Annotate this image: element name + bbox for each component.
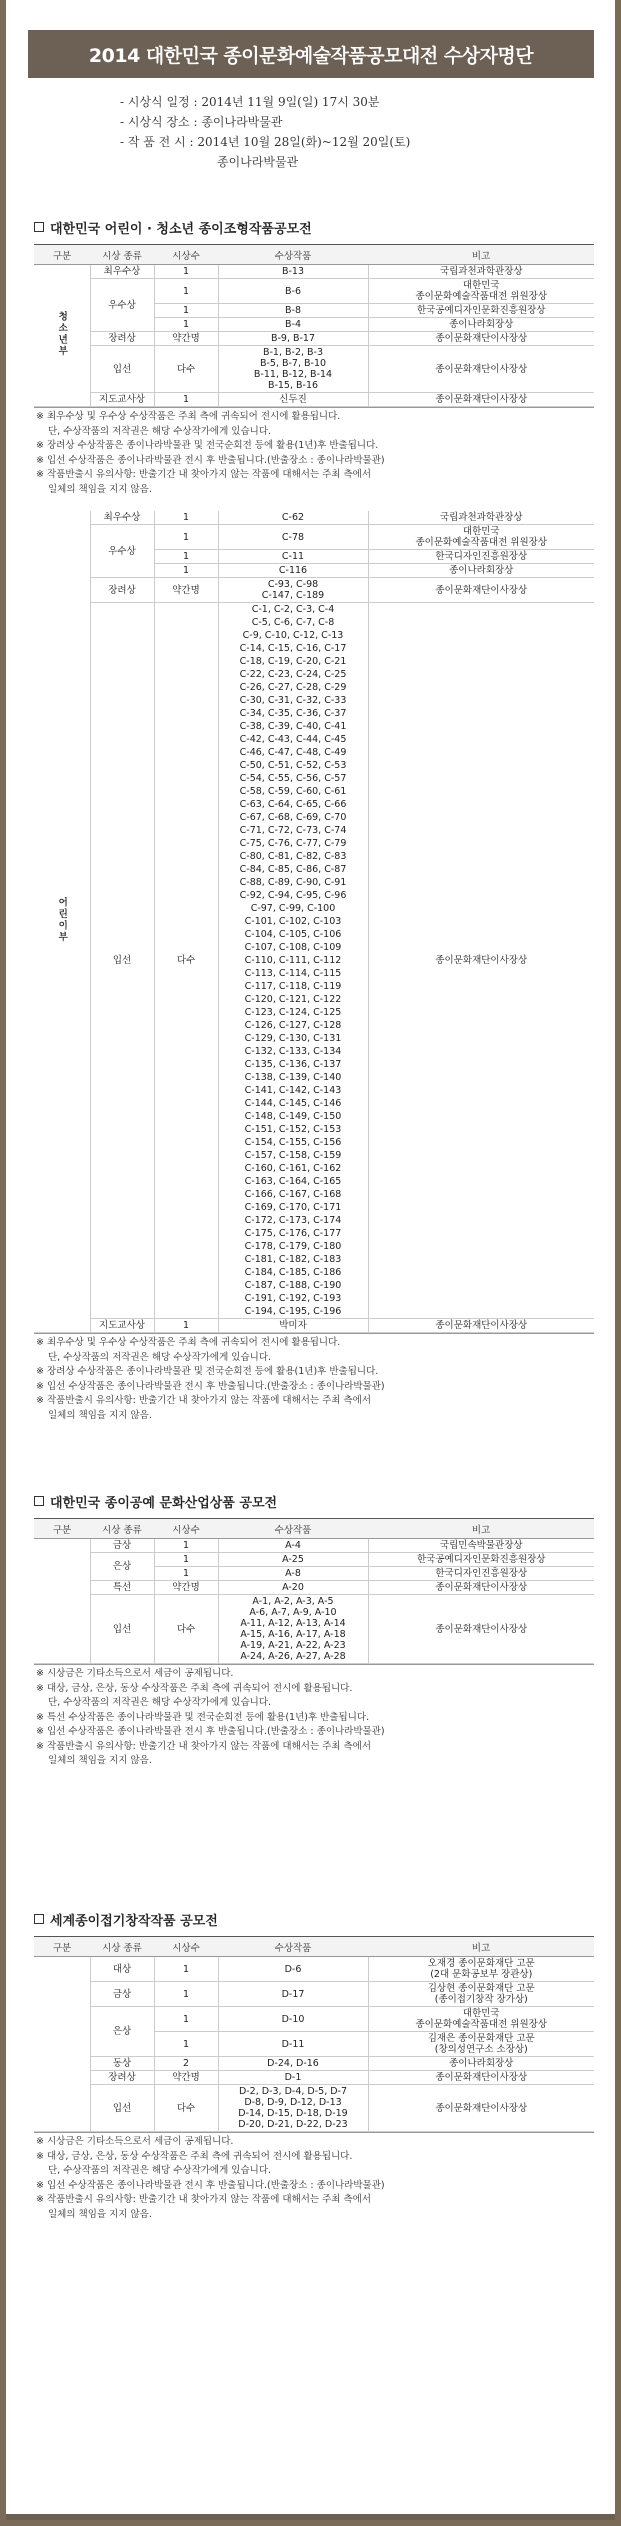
col-award: 시상 종류 <box>90 1937 154 1957</box>
note-line: ※ 작품반출시 유의사항: 반출기간 내 찾아가지 않는 작품에 대해서는 주최 측에서 <box>36 1740 372 1752</box>
col-count: 시상수 <box>154 245 218 265</box>
award-type-cell: 장려상 <box>90 2071 154 2085</box>
group-cell <box>34 1957 90 2132</box>
works-cell: C-104, C-105, C-106 <box>218 928 368 941</box>
works-cell: C-148, C-149, C-150 <box>218 1110 368 1123</box>
count-cell: 2 <box>154 2057 218 2071</box>
note-cell: 국립민속박물관장상 <box>368 1539 594 1553</box>
award-type-cell: 금상 <box>90 1539 154 1553</box>
note-line: ※ 작품반출시 유의사항: 반출기간 내 찾아가지 않는 작품에 대해서는 주최 측에서 <box>36 469 372 480</box>
table-row <box>34 1595 594 1664</box>
award-type-cell: 우수상 <box>90 525 154 578</box>
works-cell: C-129, C-130, C-131 <box>218 1032 368 1045</box>
table-row <box>34 1319 594 1333</box>
section-craft-contest <box>34 1492 594 1769</box>
works-cell: C-120, C-121, C-122 <box>218 993 368 1006</box>
works-cell: C-34, C-35, C-36, C-37 <box>218 707 368 720</box>
table-row <box>34 1553 594 1567</box>
works-cell: D-2, D-3, D-4, D-5, D-7 D-8, D-9, D-12, D-13 D-14, D-15, D-18, D-19 D-20, D-21, D-22, D-23 <box>218 2085 368 2132</box>
page-title <box>28 30 594 78</box>
works-cell: C-71, C-72, C-73, C-74 <box>218 824 368 837</box>
note-cell: 국립과천과학관장상 <box>368 265 594 279</box>
table-row <box>34 578 594 603</box>
count-cell: 1 <box>154 1567 218 1581</box>
note-cell: 대한민국 종이문화예술작품대전 위원장상 <box>368 2007 594 2032</box>
col-group: 구분 <box>34 1937 90 1957</box>
works-cell: C-54, C-55, C-56, C-57 <box>218 772 368 785</box>
count-cell: 1 <box>154 550 218 564</box>
award-type-cell: 동상 <box>90 2057 154 2071</box>
award-type-cell: 최우수상 <box>90 265 154 279</box>
section-origami-contest <box>34 1910 594 2222</box>
craft-notes <box>34 1664 594 1769</box>
works-cell: C-166, C-167, C-168 <box>218 1188 368 1201</box>
child-award-table <box>34 511 594 1333</box>
works-cell: C-5, C-6, C-7, C-8 <box>218 616 368 629</box>
count-cell: 1 <box>154 564 218 578</box>
award-type-cell: 장려상 <box>90 578 154 603</box>
note-line: 단, 수상작품의 저작권은 해당 수상작가에게 있습니다. <box>48 1351 272 1363</box>
works-cell: A-20 <box>218 1581 368 1595</box>
works-cell: C-22, C-23, C-24, C-25 <box>218 668 368 681</box>
works-cell: A-8 <box>218 1567 368 1581</box>
table-row <box>34 332 594 346</box>
works-cell: C-1, C-2, C-3, C-4 <box>218 603 368 617</box>
table-row <box>34 2007 594 2032</box>
works-cell: C-178, C-179, C-180 <box>218 1240 368 1253</box>
table-row <box>34 279 594 304</box>
works-cell: C-184, C-185, C-186 <box>218 1266 368 1279</box>
works-cell: C-63, C-64, C-65, C-66 <box>218 798 368 811</box>
note-cell: 종이나라회장상 <box>368 318 594 332</box>
works-cell: C-132, C-133, C-134 <box>218 1045 368 1058</box>
col-works: 수상작품 <box>218 1937 368 1957</box>
group-cell <box>34 1539 90 1664</box>
works-cell: C-97, C-99, C-100 <box>218 902 368 915</box>
works-cell: C-42, C-43, C-44, C-45 <box>218 733 368 746</box>
note-line: ※ 대상, 금상, 은상, 동상 수상작품은 주최 측에 귀속되어 전시에 활용됩니다. <box>36 2150 353 2162</box>
works-cell: C-18, C-19, C-20, C-21 <box>218 655 368 668</box>
col-group: 구분 <box>34 1519 90 1539</box>
note-line: ※ 입선 수상작품은 종이나라박물관 전시 후 반출됩니다.(반출장소 : 종이나라박물관) <box>36 454 385 466</box>
works-cell: D-24, D-16 <box>218 2057 368 2071</box>
count-cell: 다수 <box>154 603 218 1319</box>
note-line: ※ 장려상 수상작품은 종이나라박물관 및 전국순회전 등에 활용(1년)후 반출됩니다. <box>36 440 379 451</box>
works-cell: C-141, C-142, C-143 <box>218 1084 368 1097</box>
count-cell: 1 <box>154 1957 218 1982</box>
note-cell: 종이나라회장상 <box>368 2057 594 2071</box>
works-cell: C-14, C-15, C-16, C-17 <box>218 642 368 655</box>
note-line: ※ 최우수상 및 우수상 수상작품은 주최 측에 귀속되어 전시에 활용됩니다. <box>36 411 341 422</box>
col-award: 시상 종류 <box>90 1519 154 1539</box>
award-type-cell: 입선 <box>90 346 154 393</box>
table-row <box>34 1982 594 2007</box>
note-line: ※ 시상금은 기타소득으로서 세금이 공제됩니다. <box>36 1668 234 1679</box>
section-title <box>34 1492 594 1510</box>
works-cell: C-163, C-164, C-165 <box>218 1175 368 1188</box>
award-type-cell: 장려상 <box>90 332 154 346</box>
award-type-cell: 금상 <box>90 1982 154 2007</box>
works-cell: D-6 <box>218 1957 368 1982</box>
award-type-cell: 은상 <box>90 2007 154 2057</box>
table-row <box>34 511 594 525</box>
works-cell: C-50, C-51, C-52, C-53 <box>218 759 368 772</box>
note-line: ※ 입선 수상작품은 종이나라박물관 전시 후 반출됩니다.(반출장소 : 종이나라박물관) <box>36 1726 385 1737</box>
section-title <box>34 218 594 236</box>
exhibit-line: - 작 품 전 시 : 2014년 10월 28일(화)~12월 20일(토) <box>120 135 411 149</box>
checkbox-square-icon <box>34 1914 44 1924</box>
works-cell: C-101, C-102, C-103 <box>218 915 368 928</box>
works-cell: B-6 <box>218 279 368 304</box>
count-cell: 1 <box>154 1982 218 2007</box>
works-cell: C-187, C-188, C-190 <box>218 1279 368 1292</box>
works-cell: 신두진 <box>218 393 368 407</box>
craft-rows <box>34 1539 594 1664</box>
child-rows <box>34 511 594 1333</box>
col-group: 구분 <box>34 245 90 265</box>
table-row <box>34 346 594 393</box>
exhibit-place-line: 종이나라박물관 <box>217 155 299 169</box>
count-cell: 약간명 <box>154 578 218 603</box>
works-cell: C-46, C-47, C-48, C-49 <box>218 746 368 759</box>
works-cell: C-9, C-10, C-12, C-13 <box>218 629 368 642</box>
works-cell: C-80, C-81, C-82, C-83 <box>218 850 368 863</box>
col-works: 수상작품 <box>218 1519 368 1539</box>
count-cell: 1 <box>154 1553 218 1567</box>
group-label: 청소년부 <box>56 311 68 357</box>
note-cell: 대한민국 종이문화예술작품대전 위원장상 <box>368 279 594 304</box>
group-cell <box>34 265 90 407</box>
award-type-cell: 최우수상 <box>90 511 154 525</box>
note-line: 일체의 책임을 지지 않음. <box>48 1755 152 1766</box>
count-cell: 1 <box>154 1319 218 1333</box>
craft-award-table <box>34 1518 594 1664</box>
table-row <box>34 1581 594 1595</box>
award-type-cell: 입선 <box>90 603 154 1319</box>
note-cell: 한국공예디자인문화진흥원장상 <box>368 1553 594 1567</box>
table-row <box>34 2085 594 2132</box>
note-line: ※ 입선 수상작품은 종이나라박물관 전시 후 반출됩니다.(반출장소 : 종이나라박물관) <box>36 1380 385 1392</box>
document-page <box>6 0 615 2520</box>
works-cell: A-1, A-2, A-3, A-5 A-6, A-7, A-9, A-10 A-11, A-12, A-13, A-14 A-15, A-16, A-17, A-18 A-19, A-21, A-22, A-23 A-24, A-26, A-27, A-28 <box>218 1595 368 1664</box>
works-cell: C-67, C-68, C-69, C-70 <box>218 811 368 824</box>
note-cell: 종이문화재단이사장상 <box>368 393 594 407</box>
origami-notes <box>34 2132 594 2222</box>
count-cell: 1 <box>154 265 218 279</box>
works-cell: C-110, C-111, C-112 <box>218 954 368 967</box>
note-cell: 한국디자인진흥원장상 <box>368 550 594 564</box>
works-cell: C-160, C-161, C-162 <box>218 1162 368 1175</box>
note-cell: 종이문화재단이사장상 <box>368 346 594 393</box>
note-cell: 종이문화재단이사장상 <box>368 1595 594 1664</box>
table-header-row <box>34 245 594 265</box>
section-title <box>34 1910 594 1928</box>
count-cell: 1 <box>154 1539 218 1553</box>
works-cell: C-191, C-192, C-193 <box>218 1292 368 1305</box>
count-cell: 1 <box>154 2007 218 2032</box>
award-type-cell: 우수상 <box>90 279 154 332</box>
works-cell: C-62 <box>218 511 368 525</box>
works-cell: C-138, C-139, C-140 <box>218 1071 368 1084</box>
works-cell: C-169, C-170, C-171 <box>218 1201 368 1214</box>
note-cell: 종이문화재단이사장상 <box>368 332 594 346</box>
count-cell: 다수 <box>154 1595 218 1664</box>
schedule-line: - 시상식 일정 : 2014년 11월 9일(일) 17시 30분 <box>120 95 380 109</box>
works-cell: C-172, C-173, C-174 <box>218 1214 368 1227</box>
award-type-cell: 특선 <box>90 1581 154 1595</box>
section-youth-contest <box>34 218 594 1423</box>
works-cell: B-13 <box>218 265 368 279</box>
count-cell: 다수 <box>154 346 218 393</box>
col-note: 비고 <box>368 1937 594 1957</box>
col-note: 비고 <box>368 245 594 265</box>
note-cell: 종이문화재단이사장상 <box>368 603 594 1319</box>
col-count: 시상수 <box>154 1937 218 1957</box>
origami-rows <box>34 1957 594 2132</box>
note-cell: 김상현 종이문화재단 고문 (종이접기창작 장가상) <box>368 1982 594 2007</box>
works-cell: C-113, C-114, C-115 <box>218 967 368 980</box>
works-cell: C-78 <box>218 525 368 550</box>
note-cell: 종이문화재단이사장상 <box>368 1581 594 1595</box>
section-title-text: 대한민국 어린이 · 청소년 종이조형작품공모전 <box>50 221 312 237</box>
works-cell: C-93, C-98 C-147, C-189 <box>218 578 368 603</box>
note-line: ※ 장려상 수상작품은 종이나라박물관 및 전국순회전 등에 활용(1년)후 반출됩니다. <box>36 1366 379 1377</box>
award-type-cell: 지도교사상 <box>90 393 154 407</box>
note-cell: 종이나라회장상 <box>368 564 594 578</box>
note-line: 일체의 책임을 지지 않음. <box>48 483 152 495</box>
count-cell: 1 <box>154 525 218 550</box>
youth-notes <box>34 407 594 497</box>
works-cell: C-157, C-158, C-159 <box>218 1149 368 1162</box>
note-line: ※ 특선 수상작품은 종이나라박물관 및 전국순회전 등에 활용(1년)후 반출됩니다. <box>36 1711 370 1723</box>
table-row <box>34 1539 594 1553</box>
award-type-cell: 지도교사상 <box>90 1319 154 1333</box>
page-title-text: 2014 대한민국 종이문화예술작품공모대전 수상자명단 <box>88 44 534 67</box>
note-cell: 국립과천과학관장상 <box>368 511 594 525</box>
works-cell: A-25 <box>218 1553 368 1567</box>
section-title-text: 세계종이접기창작작품 공모전 <box>50 1913 218 1929</box>
note-line: ※ 시상금은 기타소득으로서 세금이 공제됩니다. <box>36 2136 234 2147</box>
note-line: ※ 입선 수상작품은 종이나라박물관 전시 후 반출됩니다.(반출장소 : 종이나라박물관) <box>36 2179 385 2191</box>
table-row <box>34 2071 594 2085</box>
table-row <box>34 2057 594 2071</box>
note-line: ※ 대상, 금상, 은상, 동상 수상작품은 주최 측에 귀속되어 전시에 활용됩니다. <box>36 1682 353 1694</box>
works-cell: C-116 <box>218 564 368 578</box>
checkbox-square-icon <box>34 1496 44 1506</box>
works-cell: C-144, C-145, C-146 <box>218 1097 368 1110</box>
note-cell: 대한민국 종이문화예술작품대전 위원장상 <box>368 525 594 550</box>
origami-award-table <box>34 1936 594 2132</box>
works-cell: A-4 <box>218 1539 368 1553</box>
works-cell: B-4 <box>218 318 368 332</box>
table-row <box>34 393 594 407</box>
works-cell: C-92, C-94, C-95, C-96 <box>218 889 368 902</box>
works-cell: C-123, C-124, C-125 <box>218 1006 368 1019</box>
count-cell: 약간명 <box>154 2071 218 2085</box>
award-type-cell: 대상 <box>90 1957 154 1982</box>
col-works: 수상작품 <box>218 245 368 265</box>
award-type-cell: 입선 <box>90 1595 154 1664</box>
note-cell: 한국디자인진흥원장상 <box>368 1567 594 1581</box>
works-cell: C-194, C-195, C-196 <box>218 1305 368 1319</box>
works-cell: D-17 <box>218 1982 368 2007</box>
table-row <box>34 1957 594 1982</box>
works-cell: B-9, B-17 <box>218 332 368 346</box>
checkbox-square-icon <box>34 222 44 232</box>
note-cell: 종이문화재단이사장상 <box>368 2085 594 2132</box>
col-award: 시상 종류 <box>90 245 154 265</box>
table-row <box>34 603 594 617</box>
works-cell: C-135, C-136, C-137 <box>218 1058 368 1071</box>
works-cell: B-8 <box>218 304 368 318</box>
count-cell: 1 <box>154 511 218 525</box>
note-cell: 한국공예디자인문화진흥원장상 <box>368 304 594 318</box>
note-cell: 종이문화재단이사장상 <box>368 1319 594 1333</box>
works-cell: C-38, C-39, C-40, C-41 <box>218 720 368 733</box>
works-cell: D-1 <box>218 2071 368 2085</box>
child-notes <box>34 1333 594 1423</box>
note-line: ※ 작품반출시 유의사항: 반출기간 내 찾아가지 않는 작품에 대해서는 주최 측에서 <box>36 1395 372 1406</box>
works-cell: C-84, C-85, C-86, C-87 <box>218 863 368 876</box>
table-header-row <box>34 1937 594 1957</box>
group-cell <box>34 511 90 1333</box>
note-line: 일체의 책임을 지지 않음. <box>48 1409 152 1421</box>
group-label: 어린이부 <box>56 897 68 943</box>
works-cell: C-58, C-59, C-60, C-61 <box>218 785 368 798</box>
count-cell: 1 <box>154 2032 218 2057</box>
col-note: 비고 <box>368 1519 594 1539</box>
works-cell: C-154, C-155, C-156 <box>218 1136 368 1149</box>
works-cell: C-181, C-182, C-183 <box>218 1253 368 1266</box>
youth-rows <box>34 265 594 407</box>
note-line: 일체의 책임을 지지 않음. <box>48 2208 152 2220</box>
works-cell: C-75, C-76, C-77, C-79 <box>218 837 368 850</box>
works-cell: C-26, C-27, C-28, C-29 <box>218 681 368 694</box>
works-cell: C-117, C-118, C-119 <box>218 980 368 993</box>
works-cell: C-11 <box>218 550 368 564</box>
table-row <box>34 265 594 279</box>
note-line: ※ 최우수상 및 우수상 수상작품은 주최 측에 귀속되어 전시에 활용됩니다. <box>36 1337 341 1348</box>
note-line: 단, 수상작품의 저작권은 해당 수상작가에게 있습니다. <box>48 1697 272 1708</box>
note-cell: 오재경 종이문화재단 고문 (2대 문화공보부 장관상) <box>368 1957 594 1982</box>
works-cell: B-1, B-2, B-3 B-5, B-7, B-10 B-11, B-12, B-14 B-15, B-16 <box>218 346 368 393</box>
works-cell: C-30, C-31, C-32, C-33 <box>218 694 368 707</box>
works-cell: D-11 <box>218 2032 368 2057</box>
table-header-row <box>34 1519 594 1539</box>
works-cell: D-10 <box>218 2007 368 2032</box>
section-title-text: 대한민국 종이공예 문화산업상품 공모전 <box>50 1495 278 1511</box>
note-line: 단, 수상작품의 저작권은 해당 수상작가에게 있습니다. <box>48 425 272 437</box>
works-cell: C-126, C-127, C-128 <box>218 1019 368 1032</box>
venue-line: - 시상식 장소 : 종이나라박물관 <box>120 115 283 129</box>
table-row <box>34 525 594 550</box>
count-cell: 1 <box>154 393 218 407</box>
works-cell: 박미자 <box>218 1319 368 1333</box>
works-cell: C-107, C-108, C-109 <box>218 941 368 954</box>
count-cell: 약간명 <box>154 332 218 346</box>
note-line: ※ 작품반출시 유의사항: 반출기간 내 찾아가지 않는 작품에 대해서는 주최 측에서 <box>36 2194 372 2205</box>
event-info <box>120 92 570 172</box>
count-cell: 다수 <box>154 2085 218 2132</box>
note-cell: 종이문화재단이사장상 <box>368 578 594 603</box>
award-type-cell: 입선 <box>90 2085 154 2132</box>
note-cell: 종이문화재단이사장상 <box>368 2071 594 2085</box>
works-cell: C-151, C-152, C-153 <box>218 1123 368 1136</box>
youth-award-table <box>34 244 594 407</box>
note-line: 단, 수상작품의 저작권은 해당 수상작가에게 있습니다. <box>48 2165 272 2176</box>
count-cell: 1 <box>154 279 218 304</box>
award-type-cell: 은상 <box>90 1553 154 1581</box>
works-cell: C-88, C-89, C-90, C-91 <box>218 876 368 889</box>
count-cell: 1 <box>154 318 218 332</box>
count-cell: 1 <box>154 304 218 318</box>
count-cell: 약간명 <box>154 1581 218 1595</box>
note-cell: 김재은 종이문화재단 고문 (창의성연구소 소장상) <box>368 2032 594 2057</box>
col-count: 시상수 <box>154 1519 218 1539</box>
works-cell: C-175, C-176, C-177 <box>218 1227 368 1240</box>
